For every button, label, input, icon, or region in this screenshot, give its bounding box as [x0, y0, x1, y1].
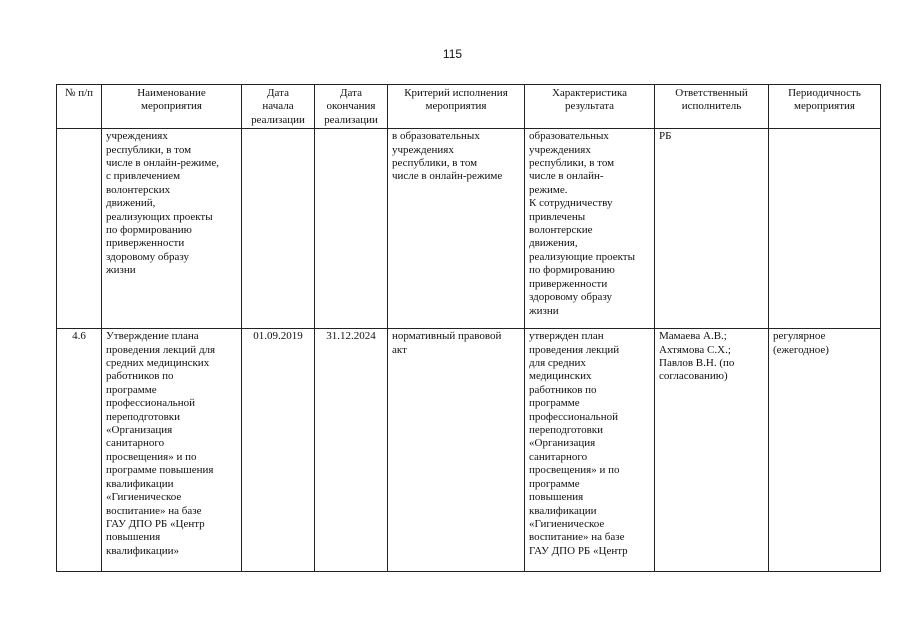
cell-criterion: нормативный правовой акт: [388, 329, 525, 572]
cell-responsible: РБ: [655, 129, 769, 329]
page-number: 115: [442, 47, 463, 61]
table-header-row: [57, 85, 881, 129]
cell-result: образовательных учреждениях республики, в том числе в онлайн- режиме. К сотрудничеству привлечены волонтерские движения, реализующие проекты по формированию приверженности здоровому образу жизни: [525, 129, 655, 329]
cell-start-date: [242, 129, 315, 329]
header-responsible: Ответственный исполнитель: [655, 85, 769, 129]
header-start-date: Дата начала реализации: [242, 85, 315, 129]
cell-start-date: 01.09.2019: [242, 329, 315, 572]
cell-period: регулярное (ежегодное): [769, 329, 881, 572]
header-name: Наименование мероприятия: [102, 85, 242, 129]
cell-end-date: [315, 129, 388, 329]
cell-criterion: в образовательных учреждениях республики, в том числе в онлайн-режиме: [388, 129, 525, 329]
header-period: Периодичность мероприятия: [769, 85, 881, 129]
cell-responsible: Мамаева А.В.; Ахтямова С.Х.; Павлов В.Н. (по согласованию): [655, 329, 769, 572]
cell-name: Утверждение плана проведения лекций для средних медицинских работников по программе профессиональной переподготовки «Организация санитарного просвещения» и по программе повышения квалификации «Гигиеническое воспитание» на базе ГАУ ДПО РБ «Центр повышения квалификации»: [102, 329, 242, 572]
cell-num: [57, 129, 102, 329]
cell-end-date: 31.12.2024: [315, 329, 388, 572]
header-criterion: Критерий исполнения мероприятия: [388, 85, 525, 129]
activities-table: [56, 84, 881, 572]
header-num: № п/п: [57, 85, 102, 129]
header-result: Характеристика результата: [525, 85, 655, 129]
table-row: [57, 129, 881, 329]
cell-name: учреждениях республики, в том числе в онлайн-режиме, с привлечением волонтерских движений, реализующих проекты по формированию приверженности здоровому образу жизни: [102, 129, 242, 329]
header-end-date: Дата окончания реализации: [315, 85, 388, 129]
cell-period: [769, 129, 881, 329]
table-row: [57, 329, 881, 572]
cell-result: утвержден план проведения лекций для средних медицинских работников по программе профессиональной переподготовки «Организация санитарного просвещения» и по программе повышения квалификации «Гигиеническое воспитание» на базе ГАУ ДПО РБ «Центр: [525, 329, 655, 572]
cell-num: 4.6: [57, 329, 102, 572]
